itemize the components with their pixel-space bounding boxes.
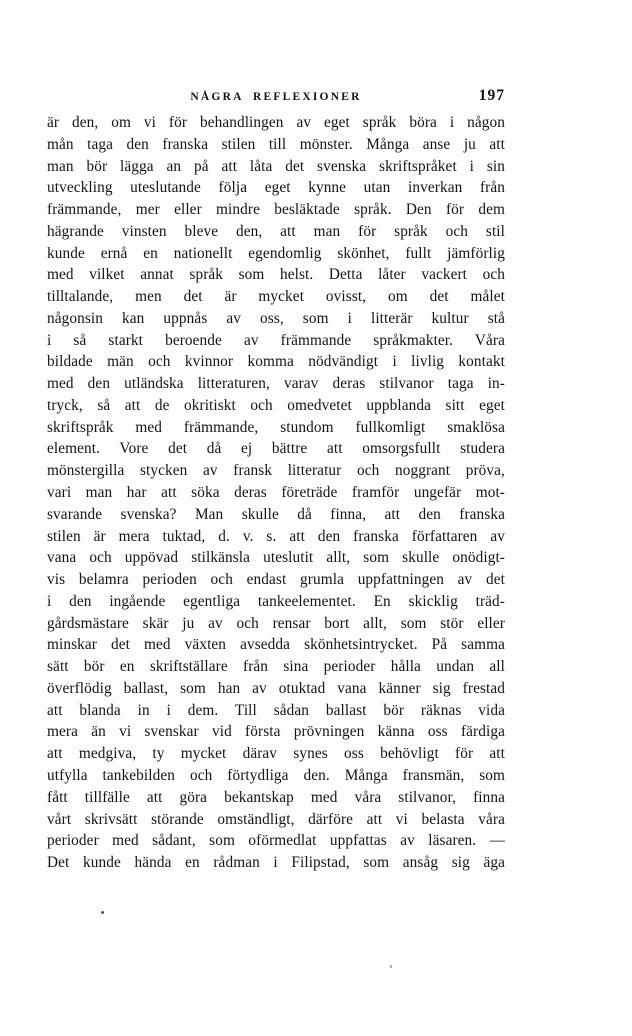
body-text-line: med den utländska litteraturen, varav deras stilvanor taga in- xyxy=(47,375,505,393)
body-text-line: tilltalande, men det är mycket ovisst, om det målet xyxy=(47,288,505,306)
page-header xyxy=(47,88,505,108)
body-text-line: vis belamra perioden och endast grumla uppfattningen av det xyxy=(47,571,505,589)
scan-speck xyxy=(390,965,392,968)
body-text-line: mera än vi svenskar vid första prövningen känna oss färdiga xyxy=(47,723,505,741)
body-text-line: mönstergilla stycken av fransk litteratur och noggrant pröva, xyxy=(47,462,505,480)
body-text xyxy=(47,112,505,874)
body-text-line: kunde ernå en nationellt egendomlig skönhet, fullt jämförlig xyxy=(47,244,505,262)
body-text-line: i den ingående egentliga tankeelementet. En skicklig träd- xyxy=(47,592,505,610)
body-text-line: är den, om vi för behandlingen av eget språk böra i någon xyxy=(47,114,505,131)
body-text-line: sätt bör en skriftställare från sina perioder hålla undan all xyxy=(47,658,505,676)
body-text-line: element. Vore det då ej bättre att omsorgsfullt studera xyxy=(47,440,505,458)
body-text-line: Det kunde hända en rådman i Filipstad, som ansåg sig äga xyxy=(47,854,505,872)
body-text-line: i så starkt beroende av främmande språkmakter. Våra xyxy=(47,331,505,349)
body-text-line: att blanda in i dem. Till sådan ballast bör räknas vida xyxy=(47,701,505,719)
body-text-line: stilen är mera tuktad, d. v. s. att den franska författaren av xyxy=(47,527,505,545)
body-text-line: svarande svenska? Man skulle då finna, att den franska xyxy=(47,505,505,523)
body-text-line: tryck, så att de okritiskt och omedvetet uppblanda sitt eget xyxy=(47,396,505,414)
page-number: 197 xyxy=(478,87,505,104)
body-text-line: bildade män och kvinnor komma nödvändigt i livlig kontakt xyxy=(47,353,505,371)
body-text-line: utveckling uteslutande följa eget kynne utan inverkan från xyxy=(47,179,505,197)
body-text-line: mån taga den franska stilen till mönster. Många anse ju att xyxy=(47,135,505,153)
body-text-line: överflödig ballast, som han av otuktad vana känner sig frestad xyxy=(47,679,505,697)
body-text-line: utfylla tankebilden och förtydliga den. Många fransmän, som xyxy=(47,766,505,784)
body-text-line: vana och uppövad stilkänsla uteslutit allt, som skulle onödigt- xyxy=(47,549,505,567)
body-text-line: främmande, mer eller mindre besläktade språk. Den för dem xyxy=(47,201,505,219)
body-text-line: någonsin kan uppnås av oss, som i litterär kultur stå xyxy=(47,309,505,327)
body-text-line: minskar det med växten avsedda skönhetsintrycket. På samma xyxy=(47,636,505,654)
body-text-line: vårt skrivsätt störande omständligt, därföre att vi belasta våra xyxy=(47,810,505,828)
body-text-line: att medgiva, ty mycket därav synes oss behövligt för att xyxy=(47,745,505,763)
body-text-line: hägrande vinsten bleve den, att man för språk och stil xyxy=(47,222,505,240)
body-text-line: perioder med sådant, som oförmedlat uppfattas av läsaren. — xyxy=(47,832,505,850)
body-text-line: man bör lägga an på att låta det svenska skriftspråket i sin xyxy=(47,157,505,175)
body-text-line: med vilket annat språk som helst. Detta låter vackert och xyxy=(47,266,505,284)
body-text-line: vari man har att söka deras företräde framför ungefär mot- xyxy=(47,484,505,502)
body-text-line: gårdsmästare skär ju av och rensar bort allt, som stör eller xyxy=(47,614,505,632)
body-text-line: skriftspråk med främmande, stundom fullkomligt smaklösa xyxy=(47,418,505,436)
scan-speck xyxy=(101,911,104,914)
body-text-line: fått tillfälle att göra bekantskap med våra stilvanor, finna xyxy=(47,788,505,806)
running-title: NÅGRA REFLEXIONER xyxy=(190,91,362,103)
